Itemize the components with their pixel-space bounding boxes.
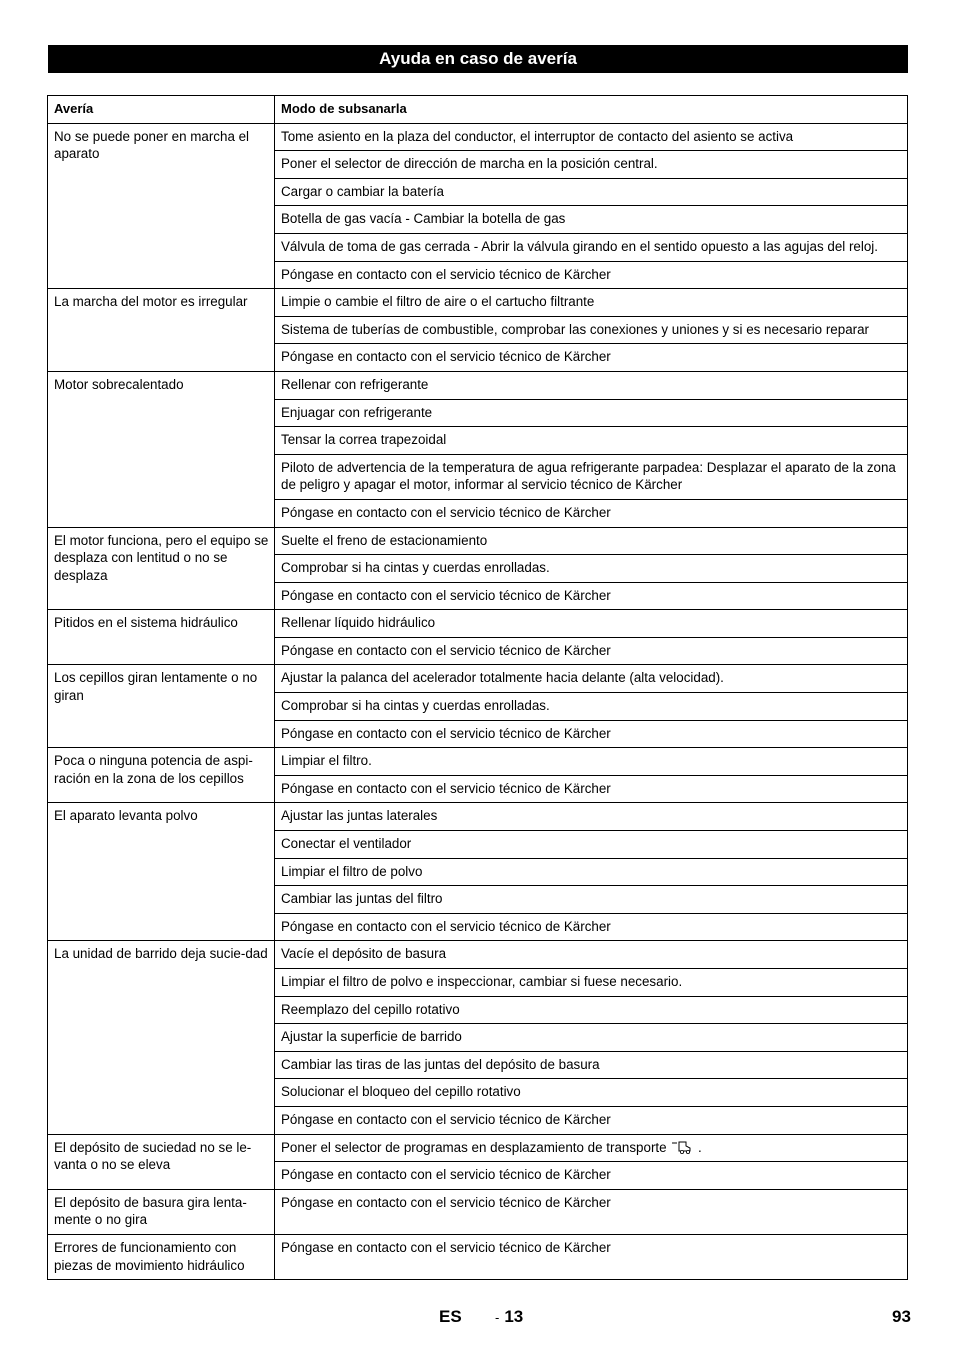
- remedy-cell: [275, 913, 908, 941]
- remedy-text: Póngase en contacto con el servicio técnico de Kärcher: [281, 266, 611, 282]
- remedy-text: Conectar el ventilador: [281, 836, 412, 852]
- table-row: [48, 289, 908, 317]
- remedy-text: Póngase en contacto con el servicio técnico de Kärcher: [281, 1194, 611, 1210]
- remedy-text: Tensar la correa trapezoidal: [281, 432, 447, 448]
- fault-cell: La marcha del motor es irregular: [48, 289, 275, 372]
- fault-cell: La unidad de barrido deja sucie-dad: [48, 941, 275, 1134]
- fault-cell: El depósito de suciedad no se le-vanta o no se eleva: [48, 1134, 275, 1189]
- remedy-text: Limpiar el filtro.: [281, 753, 372, 769]
- fault-cell: El motor funciona, pero el equipo se desplaza con lentitud o no se desplaza: [48, 527, 275, 610]
- remedy-text: Suelte el freno de estacionamiento: [281, 532, 488, 548]
- footer-page-number: 93: [892, 1307, 911, 1326]
- remedy-cell: [275, 1024, 908, 1052]
- remedy-text: Poner el selector de programas en desplazamiento de transporte: [281, 1139, 667, 1155]
- table-row: [48, 1134, 908, 1162]
- remedy-cell: [275, 1234, 908, 1279]
- remedy-text: Póngase en contacto con el servicio técnico de Kärcher: [281, 1239, 611, 1255]
- remedy-text: Rellenar con refrigerante: [281, 376, 429, 392]
- remedy-text: Cargar o cambiar la batería: [281, 183, 444, 199]
- remedy-text: Botella de gas vacía - Cambiar la botella de gas: [281, 211, 566, 227]
- fault-cell: Los cepillos giran lentamente o no giran: [48, 665, 275, 748]
- remedy-cell: [275, 371, 908, 399]
- remedy-text: Válvula de toma de gas cerrada - Abrir la válvula girando en el sentido opuesto a las agujas del reloj.: [281, 238, 878, 254]
- remedy-cell: [275, 720, 908, 748]
- table-row: [48, 748, 908, 776]
- remedy-text: Póngase en contacto con el servicio técnico de Kärcher: [281, 504, 611, 520]
- table-row: [48, 1234, 908, 1279]
- remedy-cell: [275, 233, 908, 261]
- remedy-cell: [275, 499, 908, 527]
- remedy-text: Comprobar si ha cintas y cuerdas enrolladas.: [281, 698, 550, 714]
- fault-cell: El aparato levanta polvo: [48, 803, 275, 941]
- remedy-cell: [275, 206, 908, 234]
- fault-cell: Pitidos en el sistema hidráulico: [48, 610, 275, 665]
- remedy-text: Limpie o cambie el filtro de aire o el cartucho filtrante: [281, 294, 595, 310]
- remedy-text: Solucionar el bloqueo del cepillo rotativo: [281, 1084, 521, 1100]
- remedy-cell: Poner el selector de programas en desplazamiento de transporte .: [275, 1134, 908, 1162]
- remedy-text: Sistema de tuberías de combustible, comprobar las conexiones y uniones y si es necesario reparar: [281, 321, 870, 337]
- table-row: [48, 665, 908, 693]
- remedy-cell: [275, 637, 908, 665]
- remedy-text: Póngase en contacto con el servicio técnico de Kärcher: [281, 1111, 611, 1127]
- remedy-cell: [275, 1079, 908, 1107]
- table-row: [48, 1189, 908, 1234]
- remedy-cell: [275, 289, 908, 317]
- remedy-text: Póngase en contacto con el servicio técnico de Kärcher: [281, 780, 611, 796]
- remedy-cell: [275, 748, 908, 776]
- remedy-cell: [275, 344, 908, 372]
- remedy-cell: [275, 123, 908, 151]
- remedy-cell: [275, 178, 908, 206]
- remedy-text: Rellenar líquido hidráulico: [281, 615, 436, 631]
- remedy-text: Limpiar el filtro de polvo: [281, 863, 423, 879]
- header-remedy: Modo de subsanarla: [275, 96, 908, 124]
- remedy-cell: [275, 316, 908, 344]
- remedy-cell: [275, 941, 908, 969]
- remedy-cell: [275, 527, 908, 555]
- remedy-cell: [275, 261, 908, 289]
- transport-mode-icon: [670, 1140, 694, 1154]
- table-row: [48, 941, 908, 969]
- remedy-text: Comprobar si ha cintas y cuerdas enrolladas.: [281, 560, 550, 576]
- remedy-text: Cambiar las tiras de las juntas del depósito de basura: [281, 1056, 600, 1072]
- remedy-text: Ajustar la palanca del acelerador totalmente hacia delante (alta velocidad).: [281, 670, 724, 686]
- remedy-text: Ajustar las juntas laterales: [281, 808, 438, 824]
- remedy-cell: [275, 996, 908, 1024]
- remedy-cell: [275, 427, 908, 455]
- remedy-cell: [275, 803, 908, 831]
- remedy-cell: [275, 399, 908, 427]
- remedy-cell: [275, 582, 908, 610]
- table-header-row: [48, 96, 908, 124]
- remedy-cell: [275, 454, 908, 499]
- fault-cell: No se puede poner en marcha el aparato: [48, 123, 275, 289]
- fault-cell: Errores de funcionamiento con piezas de movimiento hidráulico: [48, 1234, 275, 1279]
- header-fault: Avería: [48, 96, 275, 124]
- fault-cell: Motor sobrecalentado: [48, 371, 275, 527]
- remedy-cell: [275, 969, 908, 997]
- remedy-text: Reemplazo del cepillo rotativo: [281, 1001, 460, 1017]
- remedy-cell: [275, 1051, 908, 1079]
- footer-dash: -: [495, 1310, 500, 1325]
- remedy-text: Póngase en contacto con el servicio técnico de Kärcher: [281, 587, 611, 603]
- remedy-text: Vacíe el depósito de basura: [281, 946, 447, 962]
- remedy-cell: [275, 555, 908, 583]
- remedy-text: Póngase en contacto con el servicio técnico de Kärcher: [281, 1167, 611, 1183]
- remedy-cell: [275, 775, 908, 803]
- remedy-text: Limpiar el filtro de polvo e inspeccionar, cambiar si fuese necesario.: [281, 974, 683, 989]
- footer-section-page-number: 13: [504, 1307, 524, 1326]
- fault-cell: El depósito de basura gira lenta-mente o no gira: [48, 1189, 275, 1234]
- remedy-text: Tome asiento en la plaza del conductor, el interruptor de contacto del asiento se activa: [281, 128, 794, 144]
- table-row: [48, 527, 908, 555]
- remedy-cell: [275, 831, 908, 859]
- remedy-text: Póngase en contacto con el servicio técnico de Kärcher: [281, 642, 611, 658]
- remedy-cell: [275, 665, 908, 693]
- remedy-text: Cambiar las juntas del filtro: [281, 891, 443, 907]
- remedy-cell: [275, 886, 908, 914]
- remedy-text: Poner el selector de dirección de marcha en la posición central.: [281, 156, 658, 172]
- table-row: [48, 803, 908, 831]
- table-row: [48, 610, 908, 638]
- troubleshooting-table: [47, 95, 908, 1280]
- remedy-text: Piloto de advertencia de la temperatura de agua refrigerante parpadea: Desplazar el aparato de la zona de peligro y apagar el motor, informar al servicio técnico de Kärcher: [281, 459, 896, 493]
- remedy-text: Enjuagar con refrigerante: [281, 404, 433, 420]
- remedy-text: Póngase en contacto con el servicio técnico de Kärcher: [281, 725, 611, 741]
- footer-section-page: [495, 1307, 523, 1327]
- remedy-cell: [275, 858, 908, 886]
- remedy-cell: [275, 610, 908, 638]
- remedy-cell: [275, 1106, 908, 1134]
- remedy-text: Póngase en contacto con el servicio técnico de Kärcher: [281, 349, 611, 365]
- remedy-cell: [275, 693, 908, 721]
- remedy-text: Ajustar la superficie de barrido: [281, 1029, 462, 1045]
- remedy-cell: [275, 1189, 908, 1234]
- remedy-text: Póngase en contacto con el servicio técnico de Kärcher: [281, 918, 611, 934]
- footer-language: ES: [439, 1307, 462, 1326]
- table-row: [48, 371, 908, 399]
- remedy-cell: [275, 1162, 908, 1190]
- remedy-cell: [275, 151, 908, 179]
- table-row: [48, 123, 908, 151]
- fault-cell: Poca o ninguna potencia de aspi-ración en la zona de los cepillos: [48, 748, 275, 803]
- page-title: Ayuda en caso de avería: [48, 45, 908, 73]
